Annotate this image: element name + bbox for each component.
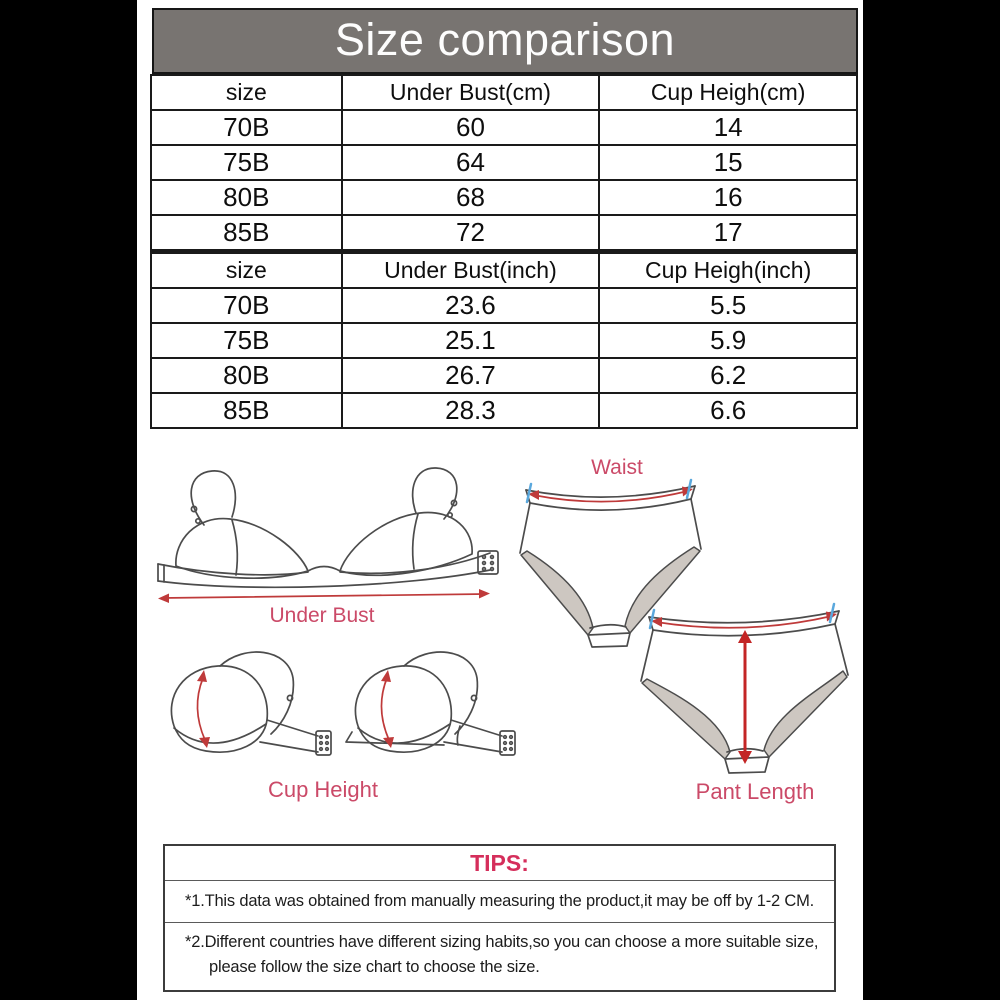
bra-side-sketch xyxy=(346,652,515,755)
cell-underbust: 60 xyxy=(342,110,600,145)
pant-length-arrow xyxy=(738,630,752,764)
table-header-row-cm xyxy=(151,75,857,110)
cup-height-arrow xyxy=(197,670,210,748)
tips-note-1-text: *1.This data was obtained from manually measuring the product,it may be off by 1-2 CM. xyxy=(185,892,815,910)
table-row xyxy=(151,145,857,180)
cell-underbust: 26.7 xyxy=(342,358,600,393)
cell-cupheight: 5.5 xyxy=(599,288,857,323)
col-header-size: size xyxy=(151,252,342,289)
col-header-cupheight-cm: Cup Heigh(cm) xyxy=(599,75,857,110)
right-black-bar xyxy=(863,0,1000,1000)
pant-length-label: Pant Length xyxy=(695,779,815,804)
cell-size: 75B xyxy=(151,323,342,358)
tips-note-2-line-1: *2.Different countries have different sizing habits,so you can choose a more suitable size, xyxy=(185,933,819,951)
table-row xyxy=(151,215,857,252)
under-bust-label: Under Bust xyxy=(269,604,375,627)
table-row xyxy=(151,393,857,428)
table-row xyxy=(151,323,857,358)
cell-underbust: 23.6 xyxy=(342,288,600,323)
cup-height-diagram-left xyxy=(148,646,333,778)
table-row xyxy=(151,110,857,145)
cell-cupheight: 16 xyxy=(599,180,857,215)
under-bust-measure-arrow xyxy=(158,589,490,603)
tips-box xyxy=(163,844,836,992)
bra-front-sketch xyxy=(158,468,498,587)
page-title: Size comparison xyxy=(152,8,858,74)
col-header-size: size xyxy=(151,75,342,110)
cell-size: 75B xyxy=(151,145,342,180)
cell-size: 80B xyxy=(151,358,342,393)
cup-height-label: Cup Height xyxy=(267,777,379,802)
cell-underbust: 25.1 xyxy=(342,323,600,358)
bra-side-sketch xyxy=(171,652,331,755)
cell-underbust: 72 xyxy=(342,215,600,252)
table-row xyxy=(151,180,857,215)
table-header-row-inch xyxy=(151,252,857,289)
cell-size: 70B xyxy=(151,110,342,145)
cell-cupheight: 17 xyxy=(599,215,857,252)
col-header-underbust-inch: Under Bust(inch) xyxy=(342,252,600,289)
left-black-bar xyxy=(0,0,137,1000)
cell-cupheight: 6.6 xyxy=(599,393,857,428)
table-row xyxy=(151,358,857,393)
cell-size: 85B xyxy=(151,393,342,428)
cup-height-diagram-right xyxy=(332,646,517,778)
cell-underbust: 68 xyxy=(342,180,600,215)
waist-label: Waist xyxy=(591,456,643,479)
bra-front-diagram xyxy=(148,465,500,610)
cell-cupheight: 15 xyxy=(599,145,857,180)
cell-cupheight: 6.2 xyxy=(599,358,857,393)
cell-size: 80B xyxy=(151,180,342,215)
cell-underbust: 28.3 xyxy=(342,393,600,428)
col-header-underbust-cm: Under Bust(cm) xyxy=(342,75,600,110)
cup-height-arrow xyxy=(381,670,394,748)
col-header-cupheight-inch: Cup Heigh(inch) xyxy=(599,252,857,289)
cell-cupheight: 5.9 xyxy=(599,323,857,358)
tips-note-2 xyxy=(165,923,834,990)
tips-title: TIPS: xyxy=(165,846,834,881)
table-row xyxy=(151,288,857,323)
cell-underbust: 64 xyxy=(342,145,600,180)
cell-size: 85B xyxy=(151,215,342,252)
size-table xyxy=(150,74,858,429)
tips-note-1 xyxy=(165,881,834,923)
pant-length-panty-diagram xyxy=(637,597,852,775)
cell-size: 70B xyxy=(151,288,342,323)
cell-cupheight: 14 xyxy=(599,110,857,145)
tips-note-2-line-2: please follow the size chart to choose the size. xyxy=(209,958,540,976)
